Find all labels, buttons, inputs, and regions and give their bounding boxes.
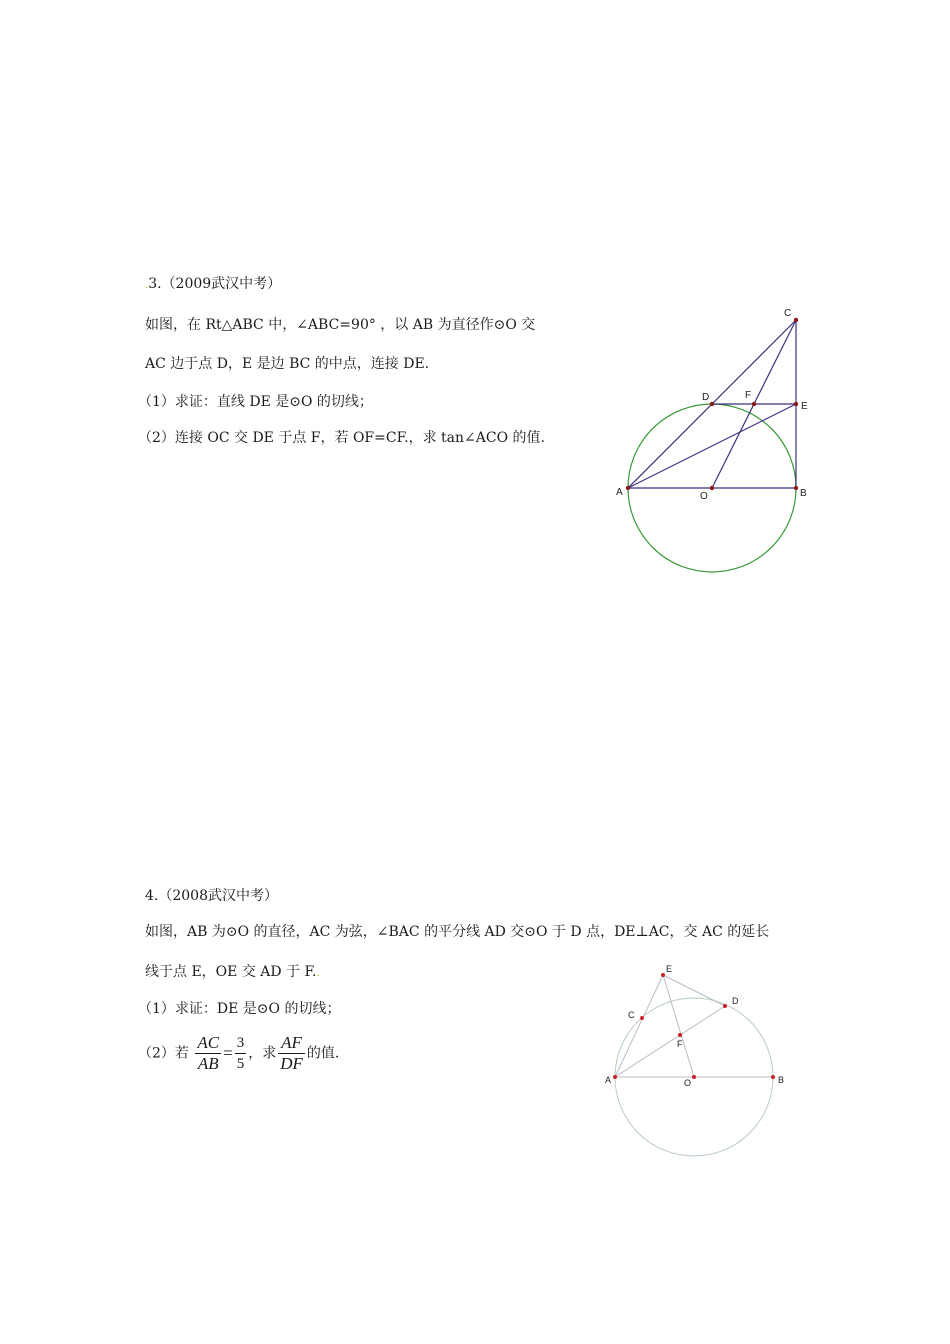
- label-a: A: [605, 1075, 612, 1085]
- label-f: F: [745, 390, 752, 401]
- problem3-part1: （1）求证：直线 DE 是⊙O 的切线；: [138, 394, 373, 410]
- label-d: D: [732, 996, 739, 1006]
- problem4-figure: [0, 900, 950, 1200]
- problem3-line1: 如图，在 Rt△ABC 中，∠ABC=90° ，以 AB 为直径作⊙O 交: [145, 317, 536, 333]
- part2-prefix: （2）若: [138, 1045, 189, 1062]
- yellow-mark: .: [145, 280, 149, 291]
- fraction-denominator: 5: [236, 1056, 245, 1072]
- point-b: [771, 1075, 775, 1079]
- fraction-numerator: AC: [197, 1033, 220, 1052]
- problem4-line1: 如图，AB 为⊙O 的直径，AC 为弦，∠BAC 的平分线 AD 交⊙O 于 D 点，DE⊥AC，交 AC 的延长: [145, 924, 770, 940]
- label-o: O: [684, 1078, 692, 1088]
- segment-eo: [663, 975, 694, 1077]
- label-e: E: [801, 401, 808, 412]
- point-e: [661, 973, 665, 977]
- point-c: [640, 1016, 644, 1020]
- fraction-denominator: AB: [197, 1054, 219, 1073]
- label-d: D: [702, 392, 710, 403]
- point-o: [692, 1075, 696, 1079]
- label-b: B: [800, 488, 807, 499]
- fraction-numerator: AF: [278, 1033, 305, 1054]
- problem4-part1: （1）求证：DE 是⊙O 的切线；: [138, 1001, 341, 1017]
- problem4-heading: 4.（2008武汉中考）: [145, 888, 278, 904]
- point-d: [710, 402, 714, 406]
- label-c: C: [784, 308, 792, 319]
- equals-sign: =: [223, 1043, 233, 1063]
- point-e: [794, 402, 798, 406]
- point-f: [678, 1033, 682, 1037]
- problem3-part2: （2）连接 OC 交 DE 于点 F，若 OF=CF.，求 tan∠ACO 的值.: [138, 430, 545, 446]
- problem4-line2: 线于点 E，OE 交 AD 于 F..: [145, 964, 320, 980]
- label-o: O: [700, 491, 708, 502]
- label-f: F: [677, 1039, 683, 1049]
- part2-mid: ，求: [248, 1045, 277, 1062]
- fraction-denominator: DF: [280, 1054, 303, 1073]
- point-o: [710, 486, 714, 490]
- fraction-numerator: 3: [235, 1033, 247, 1054]
- point-d: [723, 1004, 727, 1008]
- yellow-mark: .: [316, 968, 320, 979]
- label-b: B: [778, 1075, 785, 1085]
- point-c: [794, 318, 798, 322]
- part2-suffix: 的值.: [306, 1045, 340, 1062]
- problem3-line2: AC 边于点 D，E 是边 BC 的中点，连接 DE.: [145, 356, 430, 372]
- segment-ae: [628, 404, 796, 488]
- point-b: [794, 486, 798, 490]
- point-f: [752, 402, 756, 406]
- label-e: E: [666, 964, 673, 974]
- point-a: [626, 486, 630, 490]
- label-a: A: [616, 487, 623, 498]
- problem3-heading: .3.（2009武汉中考）: [145, 276, 282, 292]
- label-c: C: [628, 1010, 635, 1020]
- point-a: [613, 1075, 617, 1079]
